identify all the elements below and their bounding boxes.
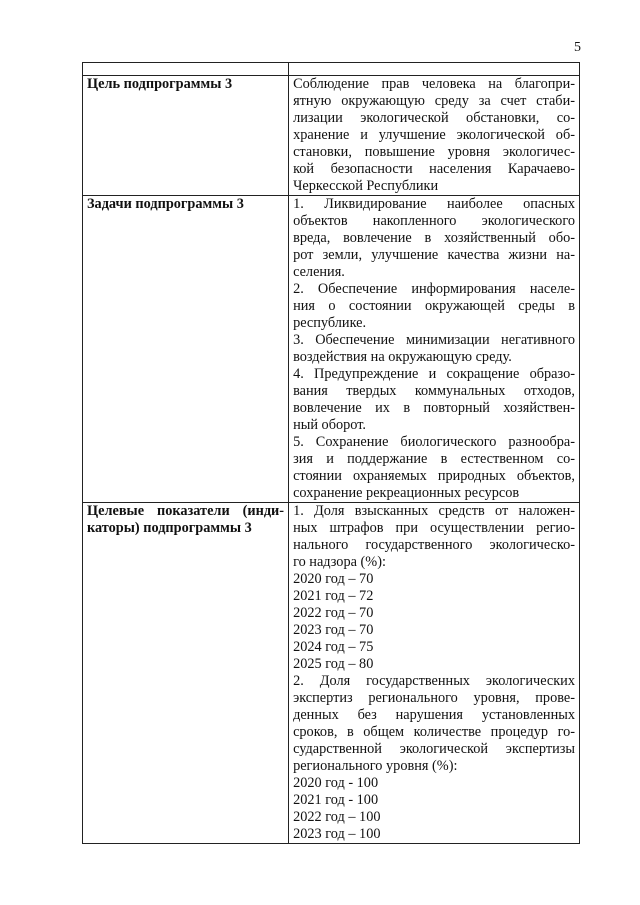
subprogram-passport-table: [82, 62, 580, 844]
table-row-indicators: [83, 503, 580, 844]
paragraph: [293, 76, 575, 195]
label-line: Задачи подпрограммы 3: [87, 196, 244, 212]
text-line: вреда, вовлечение в хозяйственный обо-: [293, 230, 575, 246]
text-line: Соблюдение прав человека на благопри-: [293, 76, 575, 92]
indicator-2: [293, 673, 575, 775]
indicator-1: [293, 503, 575, 571]
task-5: [293, 434, 575, 502]
table-row-tasks: [83, 196, 580, 503]
table-header-row: [83, 63, 580, 76]
label-line: Цель подпрограммы 3: [87, 76, 233, 92]
row-label-tasks: [83, 196, 289, 503]
header-cell-right: [289, 63, 580, 76]
text-line: денных без нарушения установленных: [293, 707, 575, 723]
task-4: [293, 366, 575, 434]
text-line: ятную окружающую среду за счет стаби-: [293, 93, 575, 109]
text-line: 1. Ликвидирование наиболее опасных: [293, 196, 575, 212]
indicator-year-value: 2022 год – 100: [293, 809, 381, 825]
text-line: 2. Обеспечение информирования населе-: [293, 281, 575, 297]
page-number: 5: [574, 40, 581, 55]
row-content-goal: [289, 76, 580, 196]
text-line: зия и поддержание в естественном со-: [293, 451, 575, 467]
header-cell-left: [83, 63, 289, 76]
text-line: республике.: [293, 315, 367, 331]
text-line: сохранение рекреационных ресурсов: [293, 485, 520, 501]
table-row-goal: [83, 76, 580, 196]
text-line: становки, повышение уровня экологичес-: [293, 144, 575, 160]
indicator-year-value: 2020 год - 100: [293, 775, 379, 791]
text-line: 4. Предупреждение и сокращение образо-: [293, 366, 575, 382]
label-line: каторы) подпрограммы 3: [87, 520, 252, 536]
task-2: [293, 281, 575, 332]
indicator-year-value: 2022 год – 70: [293, 605, 374, 621]
label-line: Целевые показатели (инди-: [87, 503, 285, 519]
text-line: вовлечение их в повторный хозяйствен-: [293, 400, 575, 416]
text-line: го надзора (%):: [293, 554, 386, 570]
task-3: [293, 332, 575, 366]
text-line: 2. Доля государственных экологических: [293, 673, 575, 689]
text-line: 1. Доля взысканных средств от наложен-: [293, 503, 575, 519]
text-line: ных штрафов при осуществлении регио-: [293, 520, 575, 536]
text-line: рот земли, улучшение качества жизни на-: [293, 247, 575, 263]
text-line: 5. Сохранение биологического разнообра-: [293, 434, 575, 450]
text-line: хранение и улучшение экологической об-: [293, 127, 575, 143]
text-line: регионального уровня (%):: [293, 758, 458, 774]
indicator-year-value: 2023 год – 100: [293, 826, 381, 842]
indicator-year-value: 2025 год – 80: [293, 656, 374, 672]
text-line: вания твердых коммунальных отходов,: [293, 383, 575, 399]
text-line: стоянии охраняемых природных объектов,: [293, 468, 575, 484]
text-line: нального государственного экологическо-: [293, 537, 575, 553]
indicator-year-value: 2023 год – 70: [293, 622, 374, 638]
text-line: сударственной экологической экспертизы: [293, 741, 575, 757]
indicator-year-value: 2024 год – 75: [293, 639, 374, 655]
row-content-tasks: [289, 196, 580, 503]
text-line: сроков, в общем количестве процедур го-: [293, 724, 575, 740]
text-line: воздействия на окружающую среду.: [293, 349, 512, 365]
indicator-year-value: 2021 год – 72: [293, 588, 374, 604]
row-label-indicators: [83, 503, 289, 844]
indicator-year-value: 2020 год – 70: [293, 571, 374, 587]
text-line: селения.: [293, 264, 345, 280]
text-line: экспертиз регионального уровня, прове-: [293, 690, 575, 706]
row-label-goal: [83, 76, 289, 196]
row-content-indicators: [289, 503, 580, 844]
text-line: ный оборот.: [293, 417, 366, 433]
text-line: объектов накопленного экологического: [293, 213, 575, 229]
text-line: 3. Обеспечение минимизации негативного: [293, 332, 575, 348]
text-line: кой безопасности населения Карачаево-: [293, 161, 575, 177]
task-1: [293, 196, 575, 281]
text-line: ния о состоянии окружающей среды в: [293, 298, 575, 314]
indicator-year-value: 2021 год - 100: [293, 792, 379, 808]
text-line: лизации экологической обстановки, со-: [293, 110, 575, 126]
text-line: Черкесской Республики: [293, 178, 439, 194]
